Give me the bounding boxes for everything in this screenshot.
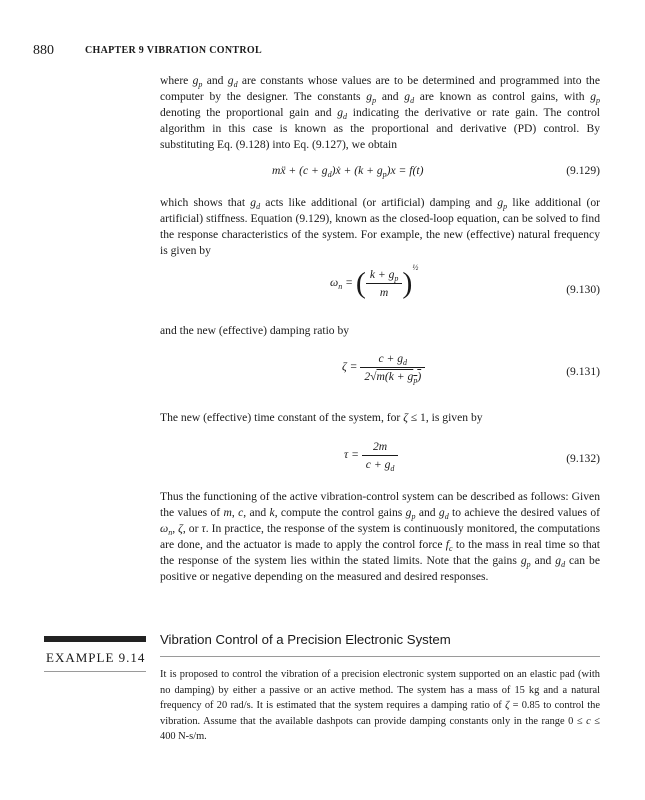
equation-9-131: [160, 352, 600, 396]
paragraph-2: which shows that $g_d$ acts like additional (or artificial) damping and $g_p$ like additional (or artificial) stiffness. Equation (9.129), known as the closed-loop equation, can be solved to find the response characteristics of the system. For example, the new (effective) natural frequency is given by: [160, 196, 601, 257]
example-title-rule: [160, 656, 600, 657]
paragraph-3: and the new (effective) damping ratio by: [160, 324, 350, 337]
example-title: Vibration Control of a Precision Electronic System: [160, 632, 451, 647]
example-label-rule: [44, 671, 146, 672]
equation-9-130: [160, 263, 600, 316]
equation-9-132-body: τ = $\frac{2m}{c + g_d}$: [344, 440, 398, 471]
equation-9-131-body: ζ = $\frac{c + g_d}{2√m(k + g_p)}$: [342, 352, 425, 383]
equation-9-129-body: mẍ + $(c + g_d)ẋ + (k + g_p)x = f(t)$: [272, 164, 424, 179]
equation-number: (9.130): [566, 283, 600, 296]
chapter-title: CHAPTER 9 VIBRATION CONTROL: [85, 45, 262, 56]
equation-9-129: [160, 164, 600, 182]
example-bar: [44, 636, 146, 642]
running-header: [33, 43, 615, 59]
equation-9-132: [160, 440, 600, 480]
example-label: EXAMPLE 9.14: [46, 650, 146, 665]
equation-number: (9.129): [566, 164, 600, 177]
equation-number: (9.132): [566, 452, 600, 465]
paragraph-4: The new (effective) time constant of the system, for ζ ≤ 1, is given by: [160, 411, 483, 424]
page-number: 880: [33, 43, 54, 58]
example-text: It is proposed to control the vibration of a precision electronic system supported on an elastic pad (with no damping) by either a passive or an active method. The system has a mass of 15 kg and a natural frequency of 20 rad/s. It is estimated that the system requires a damping ratio of ζ = 0.85 to control the vibration. Assume that the available dashpots can provide damping constants only in the range 0 ≤ c ≤ 400 N-s/m.: [160, 669, 600, 742]
paragraph-1: where $g_p$ and $g_d$ are constants whose values are to be determined and programmed into the computer by the designer. The constants $g_p$ and $g_d$ are known as control gains, with $g_p$ denoting the proportional gain and $g_d$ indicating the derivative or rate gain. The control algorithm in this case is known as the proportional and derivative (PD) control. By substituting Eq. (9.128) into Eq. (9.127), we obtain: [160, 74, 601, 151]
equation-9-130-body: $\omega_n$ = ( $\frac{k + g_p}{m}$ )$^{\frac{1}{2}}$: [330, 263, 419, 300]
equation-number: (9.131): [566, 365, 600, 378]
paragraph-5: Thus the functioning of the active vibration-control system can be described as follows: Given the values of m, c, and k, compute the control gains $g_p$ and $g_d$ to achieve the desired values of $\omega_n$, ζ, or τ. In practice, the response of the system is continuously monitored, the computations are done, and the actuator is made to apply the control force $f_c$ to the mass in real time so that the response of the system lies within the stated limits. Note that the gains $g_p$ and $g_d$ can be positive or negative depending on the measured and desired responses.: [160, 490, 601, 583]
